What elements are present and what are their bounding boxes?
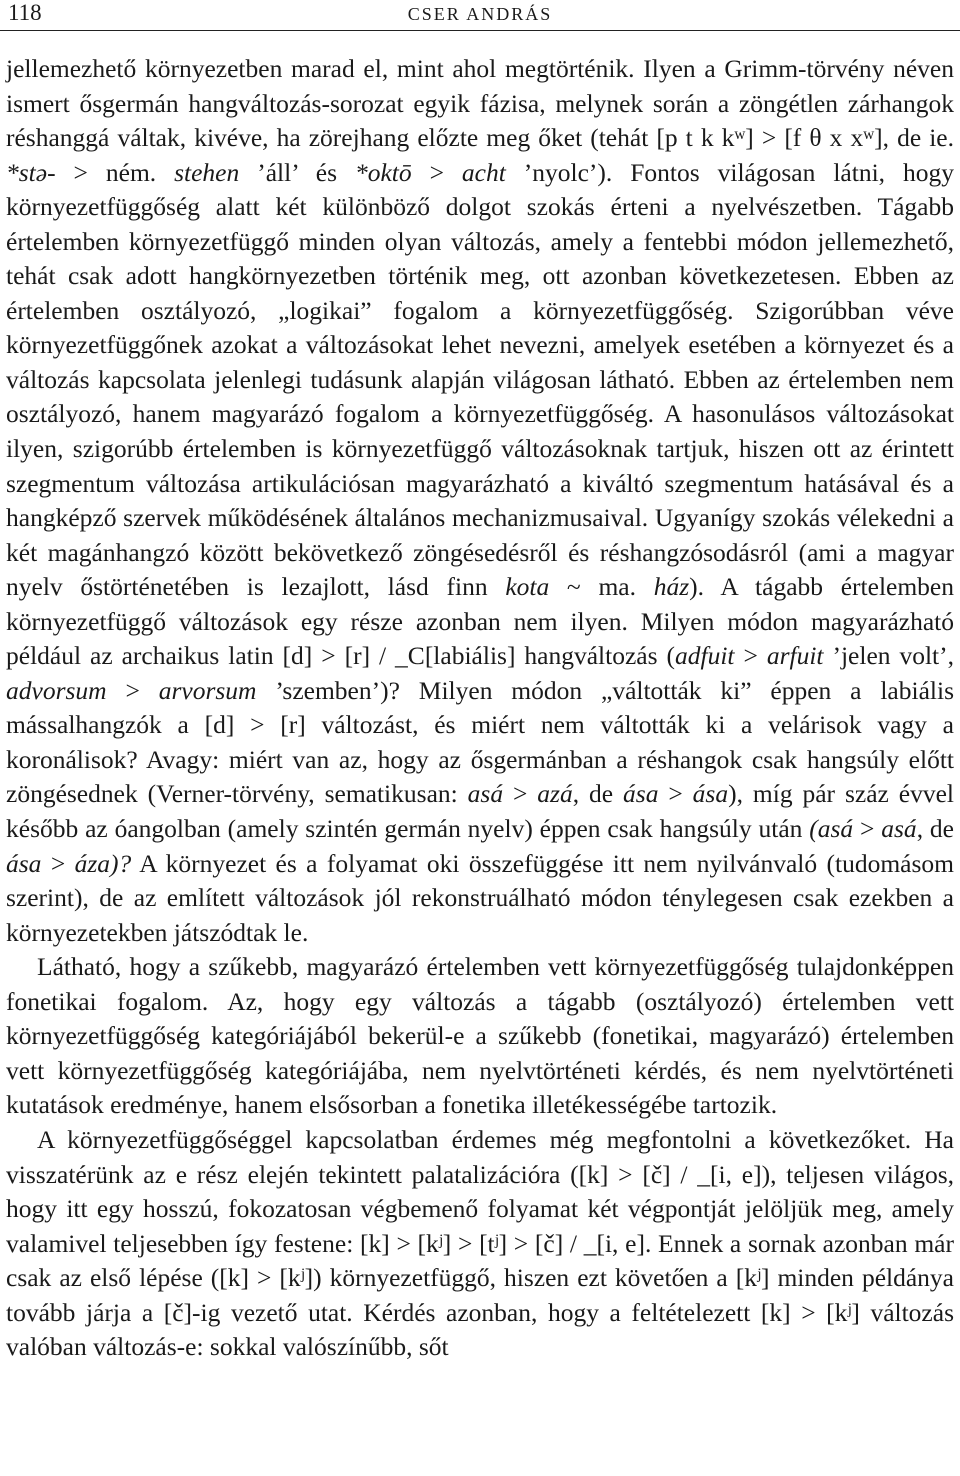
paragraph-3: A környezetfüggőséggel kapcsolatban érdemes még megfontolni a következőket. Ha visszatérünk az e rész elején tekintett palatalizációra ([k] > [č] / _[i, e]), teljesen világos, hogy itt egy hosszú, fokozatosan végbemenő folyamat két végpontját jelöljük meg, amely valamivel teljesebben így festene: [k] > [kʲ] > [tʲ] > [č] / _[i, e]. Ennek a sornak azonban már csak az első lépése ([k] > [kʲ]) környezetfüggő, hiszen ezt követően a [kʲ] minden példánya tovább járja a [č]-ig vezető utat. Kérdés azonban, hogy a feltételezett [k] > [kʲ] változás valóban változás-e: sokkal valószínűbb, sőt [6, 1124, 954, 1362]
body-text [6, 52, 954, 1365]
paragraph-1: jellemezhető környezetben marad el, mint ahol megtörténik. Ilyen a Grimm-törvény néven ismert ősgermán hangváltozás-sorozat egyik fázisa, melynek során a zöngétlen zárhangok réshanggá váltak, kivéve, ha zörejhang előzte meg őket (tehát [p t k kʷ] > [f θ x xʷ], de ie. *stə- > ném. stehen ’áll’ és *oktō > acht ’nyolc’). Fontos világosan látni, hogy környezetfüggőség alatt két különböző dolgot szokás érteni a nyelvészetben. Tágabb értelemben környezetfüggő minden olyan változás, amely a fentebbi módon jellemezhető, tehát csak adott hangkörnyezetben történik meg, ott azonban következetesen. Ebben az értelemben osztályozó, „logikai” fogalom a környezetfüggőség. Szigorúbban véve környezetfüggőnek azokat a változásokat lehet nevezni, amelyek esetében a környezet és a változás kapcsolata jelenlegi tudásunk alapján világosan látható. Ebben az értelemben nem osztályozó, hanem magyarázó fogalom a környezetfüggőség. A hasonulásos változásokat ilyen, szigorúbb értelemben is környezetfüggő változásoknak tartjuk, hiszen ott az érintett szegmentum változása artikulációsan magyarázható a kiváltó szegmentum hatásával és a hangképző szervek működésének általános mechanizmusaival. Ugyanígy szokás vélekedni a két magánhangzó között bekövetkező zöngésedésről és réshangzósodásról (ami a magyar nyelv őstörténetében is lezajlott, lásd finn kota ~ ma. ház). A tágabb értelemben környezetfüggő változások egy része azonban nem ilyen. Milyen módon magyarázható például az archaikus latin [d] > [r] / _C[labiális] hangváltozás (adfuit > arfuit ’jelen volt’, advorsum > arvorsum ’szemben’)? Milyen módon „váltották ki” éppen a labiális mássalhangzók a [d] > [r] változást, és miért nem váltották ki a velárisok vagy a koronálisok? Avagy: miért van az, hogy az ősgermánban a réshangok csak hangsúly előtt zöngésednek (Verner-törvény, sematikusan: asá > azá, de ása > ása), míg pár száz évvel később az óangolban (amely szintén germán nyelv) éppen csak hangsúly után (asá > asá, de ása > áza)? A környezet és a folyamat oki összefüggése itt nem nyilvánvaló (tudomásom szerint), de az említett változások jól rekonstruálható módon ténylegesen csak ezekben a környezetekben játszódtak le. [6, 54, 955, 947]
page-number: 118 [8, 0, 42, 25]
running-head: CSER ANDRÁS [407, 4, 553, 24]
paragraph-2: Látható, hogy a szűkebb, magyarázó értelemben vett környezetfüggőség tulajdonképpen fonetikai fogalom. Az, hogy egy változás a tágabb (osztályozó) értelemben vett környezetfüggőség kategóriájából bekerül-e a szűkebb (fonetikai, magyarázó) értelemben vett környezetfüggőség kategóriájába, nem nyelvtörténeti kérdés, és nem nyelvtörténeti kutatások eredménye, hanem elsősorban a fonetika illetékességébe tartozik. [6, 952, 954, 1120]
page-header [0, 0, 960, 31]
